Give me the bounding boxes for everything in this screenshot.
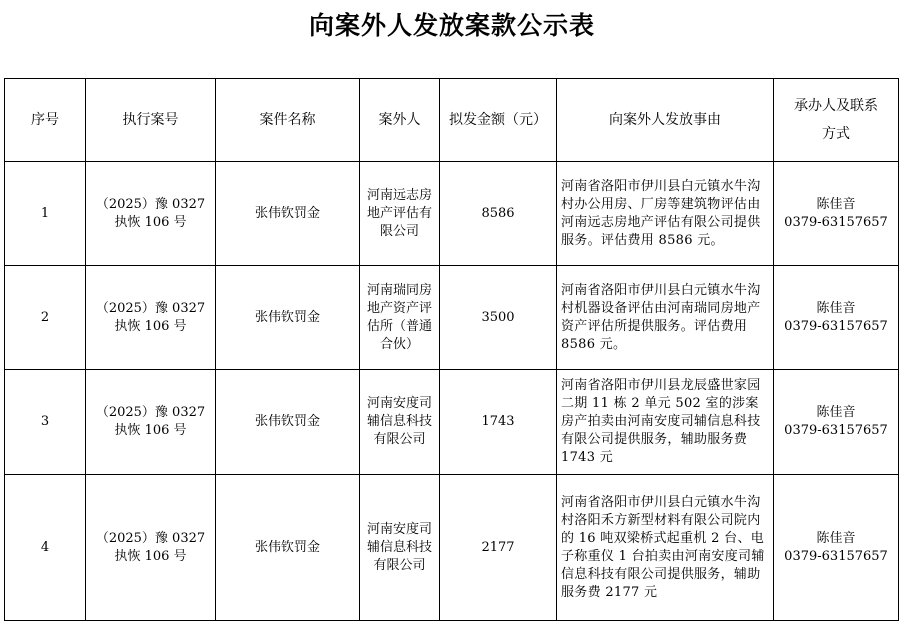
- cell-case-no: [86, 266, 216, 370]
- cell-matter: 河南省洛阳市伊川县白元镇水牛沟村办公用房、厂房等建筑物评估由河南远志房地产评估有限公司提供服务。评估费用 8586 元。: [557, 162, 774, 266]
- case-no-line1: （2025）豫 0327: [95, 300, 206, 316]
- case-no-line1: （2025）豫 0327: [95, 196, 206, 212]
- header-seq: 序号: [5, 79, 86, 162]
- header-case-no: 执行案号: [86, 79, 216, 162]
- cell-handler: [774, 266, 899, 370]
- handler-phone: 0379-63157657: [784, 423, 888, 438]
- page-title: 向案外人发放案款公示表: [308, 11, 595, 40]
- cell-case-no: [86, 370, 216, 475]
- cell-seq: 2: [5, 266, 86, 370]
- case-no-line2: 执恢 106 号: [114, 214, 187, 230]
- cell-case-name: 张伟钦罚金: [216, 475, 360, 621]
- case-no-line1: （2025）豫 0327: [95, 530, 206, 546]
- cell-handler: [774, 162, 899, 266]
- cell-matter: 河南省洛阳市伊川县白元镇水牛沟村机器设备评估由河南瑞同房地产资产评估所提供服务。评估费用 8586 元。: [557, 266, 774, 370]
- cell-case-name: 张伟钦罚金: [216, 266, 360, 370]
- case-no-line2: 执恢 106 号: [114, 423, 187, 438]
- header-amount: 拟发金额（元）: [440, 79, 557, 162]
- cell-outsider: 河南远志房地产评估有限公司: [360, 162, 440, 266]
- handler-name: 陈佳音: [816, 530, 856, 546]
- header-outsider: 案外人: [360, 79, 440, 162]
- cell-amount: 3500: [440, 266, 557, 370]
- cell-case-name: 张伟钦罚金: [216, 370, 360, 475]
- cell-seq: 1: [5, 162, 86, 266]
- header-handler: [774, 79, 899, 162]
- cell-outsider: 河南安度司辅信息科技有限公司: [360, 370, 440, 475]
- cell-outsider: 河南瑞同房地产资产评估所（普通合伙）: [360, 266, 440, 370]
- cell-matter: 河南省洛阳市伊川县白元镇水牛沟村洛阳禾方新型材料有限公司院内的 16 吨双梁桥式起重机 2 台、电子称重仪 1 台拍卖由河南安度司辅信息科技有限公司提供服务，辅助服务费 2177 元: [557, 475, 774, 621]
- header-matter: 向案外人发放事由: [557, 79, 774, 162]
- cell-handler: [774, 370, 899, 475]
- cell-amount: 8586: [440, 162, 557, 266]
- cell-seq: 4: [5, 475, 86, 621]
- cell-case-no: [86, 162, 216, 266]
- cell-case-no: [86, 475, 216, 621]
- cell-matter: 河南省洛阳市伊川县龙辰盛世家园二期 11 栋 2 单元 502 室的涉案房产拍卖由河南安度司辅信息科技有限公司提供服务，辅助服务费 1743 元: [557, 370, 774, 475]
- header-handler-line1: 承办人及联系: [794, 98, 878, 114]
- cell-case-name: 张伟钦罚金: [216, 162, 360, 266]
- header-handler-line2: 方式: [822, 126, 850, 142]
- case-no-line2: 执恢 106 号: [114, 548, 187, 564]
- cell-outsider: 河南安度司辅信息科技有限公司: [360, 475, 440, 621]
- cell-handler: [774, 475, 899, 621]
- table-row: [5, 370, 899, 475]
- handler-name: 陈佳音: [816, 300, 856, 316]
- cell-amount: 1743: [440, 370, 557, 475]
- case-no-line1: （2025）豫 0327: [95, 405, 206, 420]
- handler-name: 陈佳音: [816, 196, 856, 212]
- case-no-line2: 执恢 106 号: [114, 318, 187, 334]
- table-header-row: [5, 79, 899, 162]
- handler-phone: 0379-63157657: [784, 318, 888, 334]
- disbursement-table: [4, 78, 899, 621]
- handler-phone: 0379-63157657: [784, 548, 888, 564]
- header-case-name: 案件名称: [216, 79, 360, 162]
- handler-phone: 0379-63157657: [784, 214, 888, 230]
- table-row: [5, 266, 899, 370]
- table-row: [5, 475, 899, 621]
- cell-amount: 2177: [440, 475, 557, 621]
- table-row: [5, 162, 899, 266]
- cell-seq: 3: [5, 370, 86, 475]
- handler-name: 陈佳音: [816, 405, 856, 420]
